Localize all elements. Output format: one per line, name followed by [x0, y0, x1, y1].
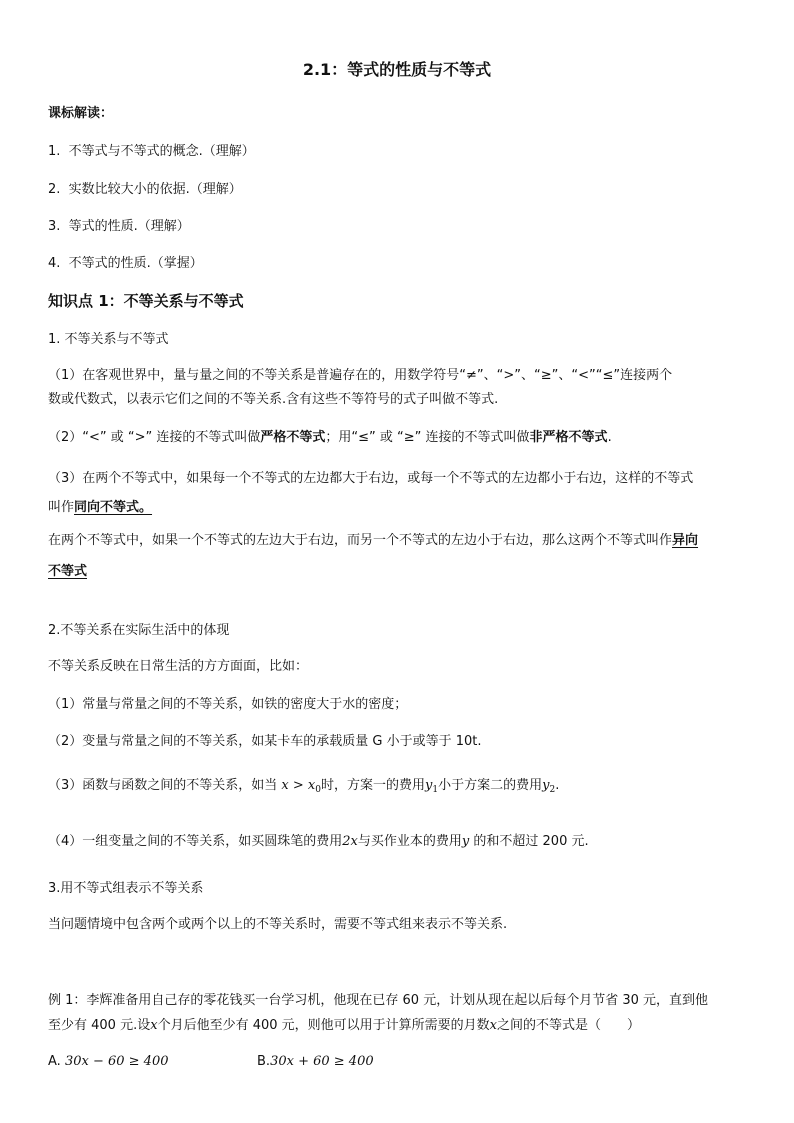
paragraph-4-line-2 — [48, 562, 750, 582]
text: . — [555, 778, 560, 793]
math-text: y — [425, 778, 433, 793]
text: 至少有 400 元.设 — [48, 1018, 151, 1033]
section-heading-kp1: 知识点 1：不等关系与不等式 — [48, 292, 244, 310]
example-1-line-2 — [48, 1016, 750, 1036]
paragraph-3-line-1: （3）在两个不等式中，如果每一个不等式的左边都大于右边，或每一个不等式的左边都小于右边，这样的不等式 — [48, 471, 694, 486]
term-opposite-direction-part1: 异向 — [672, 533, 699, 548]
text: （3）函数与函数之间的不等关系，如当 — [48, 778, 278, 793]
item-text: 不等式与不等式的概念.（理解） — [68, 144, 255, 159]
math-2x: 2x — [342, 834, 358, 849]
text: 之间的不等式是（ ） — [496, 1018, 640, 1033]
subheading-1: 1. 不等关系与不等式 — [48, 332, 169, 347]
text: ；用“≤” 或 “≥” 连接的不等式叫做 — [325, 430, 530, 445]
option-label: B. — [257, 1054, 271, 1069]
text: 小于方案二的费用 — [438, 778, 543, 793]
term-same-direction: 同向不等式。 — [74, 500, 153, 515]
text: （4）一组变量之间的不等关系，如买圆珠笔的费用 — [48, 834, 343, 849]
section-2-item-1: （1）常量与常量之间的不等关系，如铁的密度大于水的密度； — [48, 697, 408, 712]
section-2-item-3 — [48, 776, 750, 800]
text: 的和不超过 200 元. — [473, 834, 589, 849]
paragraph-3-line-2 — [48, 498, 750, 518]
text: 在两个不等式中，如果一个不等式的左边大于右边，而另一个不等式的左边小于右边，那么这两个不等式叫作 — [48, 533, 673, 548]
standard-item-2 — [48, 180, 750, 200]
standard-item-4 — [48, 254, 750, 274]
term-strict: 严格不等式 — [260, 430, 326, 445]
standard-item-3 — [48, 217, 750, 237]
subheading-3: 3.用不等式组表示不等关系 — [48, 881, 204, 896]
text: 叫作 — [48, 500, 75, 515]
math-text: y — [542, 778, 550, 793]
math-text: x > x — [281, 778, 316, 793]
item-text: 实数比较大小的依据.（理解） — [68, 182, 242, 197]
paragraph-1-line-1: （1）在客观世界中，量与量之间的不等关系是普遍存在的，用数学符号“≠”、“>”、“≥”、“<”“≤”连接两个 — [48, 368, 673, 383]
option-b — [257, 1052, 374, 1072]
paragraph-2 — [48, 428, 750, 448]
text: 与买作业本的费用 — [357, 834, 462, 849]
item-text: 等式的性质.（理解） — [68, 219, 190, 234]
math-subscript: 0 — [315, 785, 321, 795]
item-number: 3. — [48, 219, 61, 234]
page-title: 2.1：等式的性质与不等式 — [302, 60, 492, 79]
section-2-item-4 — [48, 832, 750, 852]
term-opposite-direction-part2: 不等式 — [48, 564, 88, 579]
math-condition — [281, 778, 321, 793]
section-3-text: 当问题情境中包含两个或两个以上的不等关系时，需要不等式组来表示不等关系. — [48, 917, 508, 932]
text: 时，方案一的费用 — [320, 778, 425, 793]
section-2-item-2: （2）变量与常量之间的不等关系，如某卡车的承载质量 G 小于或等于 10t. — [48, 734, 482, 749]
option-a — [48, 1052, 168, 1072]
item-number: 1. — [48, 144, 61, 159]
math-y2 — [542, 778, 555, 793]
paragraph-1-line-2: 数或代数式，以表示它们之间的不等关系.含有这些不等符号的式子叫做不等式. — [48, 392, 499, 407]
example-1-line-1: 例 1：李辉准备用自己存的零花钱买一台学习机，他现在已存 60 元，计划从现在起以后每个月节省 30 元，直到他 — [48, 993, 709, 1008]
standard-item-1 — [48, 142, 750, 162]
math-subscript: 1 — [432, 785, 439, 795]
option-expression: 30x − 60 ≥ 400 — [64, 1054, 169, 1069]
standard-heading: 课标解读： — [48, 106, 114, 121]
option-expression: 30x + 60 ≥ 400 — [270, 1054, 374, 1069]
option-label: A. — [48, 1054, 61, 1069]
math-x: x — [150, 1018, 158, 1033]
item-number: 2. — [48, 182, 61, 197]
text: . — [607, 430, 612, 445]
item-text: 不等式的性质.（掌握） — [68, 256, 203, 271]
subheading-2: 2.不等关系在实际生活中的体现 — [48, 623, 230, 638]
term-non-strict: 非严格不等式 — [529, 430, 608, 445]
math-y: y — [461, 834, 470, 849]
math-y1 — [425, 778, 438, 793]
math-subscript: 2 — [549, 785, 556, 795]
item-number: 4. — [48, 256, 61, 271]
paragraph-4-line-1 — [48, 531, 750, 551]
section-2-intro: 不等关系反映在日常生活的方方面面，比如： — [48, 659, 309, 674]
text: （2）“<” 或 “>” 连接的不等式叫做 — [48, 430, 261, 445]
text: 个月后他至少有 400 元，则他可以用于计算所需要的月数 — [157, 1018, 490, 1033]
math-x: x — [489, 1018, 497, 1033]
